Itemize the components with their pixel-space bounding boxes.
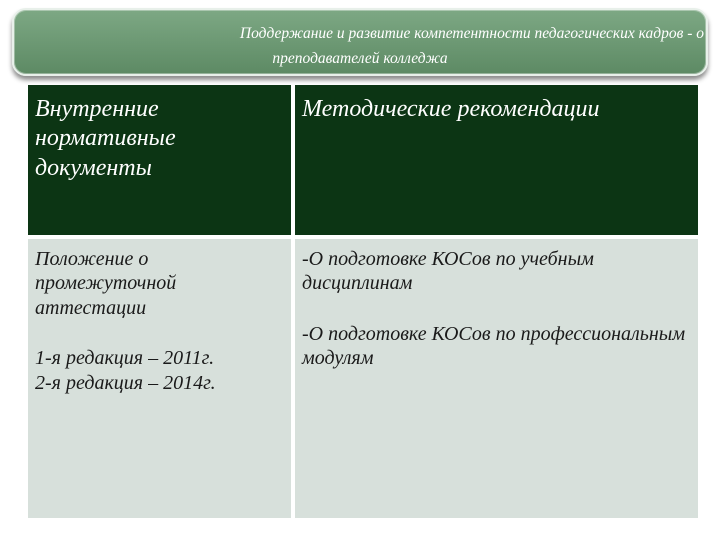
table-header-internal-documents: Внутренние нормативные документы bbox=[28, 85, 291, 235]
title-banner bbox=[12, 8, 708, 76]
table-cell-right bbox=[295, 239, 698, 518]
edition-2: 2-я редакция – 2014г. bbox=[35, 371, 216, 394]
paragraph-spacer bbox=[302, 296, 691, 322]
edition-1: 1-я редакция – 2011г. bbox=[35, 347, 215, 370]
paragraph-spacer bbox=[35, 320, 284, 346]
regulation-title: Положение о промежуточной аттестации bbox=[35, 248, 177, 319]
table-cell-left bbox=[28, 239, 291, 518]
recommendation-item-2: -О подготовке КОСов по профессиональным модулям bbox=[302, 322, 686, 370]
slide-title-line-1: Поддержание и развитие компетентности педагогических кадров - о bbox=[239, 25, 704, 42]
slide-title-line-2: преподавателей колледжа bbox=[272, 50, 448, 67]
table-header-methodical-recommendations: Методические рекомендации bbox=[295, 85, 698, 235]
recommendation-item-1: -О подготовке КОСов по учебным дисциплинам bbox=[302, 248, 594, 295]
documents-table bbox=[28, 85, 698, 518]
